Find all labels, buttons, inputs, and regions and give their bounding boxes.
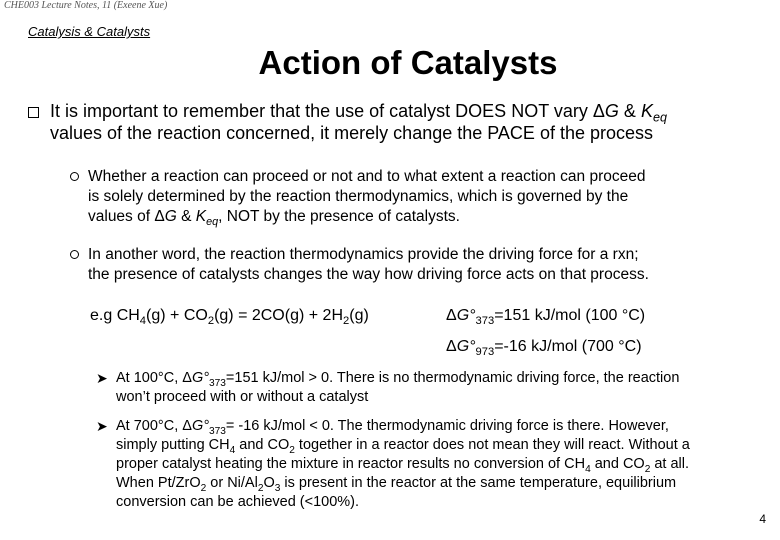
amp-text: & — [618, 101, 641, 121]
gibbs-symbol: G° — [456, 307, 476, 324]
header-note: CHE003 Lecture Notes, 11 (Exeene Xue) — [4, 0, 168, 11]
text: = -16 kJ/mol < 0. The thermodynamic driving force is there. However, — [225, 418, 669, 434]
value-text: =-16 kJ/mol (700 °C) — [494, 338, 642, 355]
arrow-point-2 — [116, 417, 766, 512]
sub-point-2 — [88, 245, 768, 285]
main-point — [50, 100, 770, 144]
delta-symbol: Δ — [446, 338, 457, 355]
sub-point-2-line2: the presence of catalysts changes the way how driving force acts on that process. — [88, 266, 649, 283]
arrow-point-2-line4 — [116, 474, 766, 493]
sub-point-2-line1: In another word, the reaction thermodynamics provide the driving force for a rxn; — [88, 246, 639, 263]
text: (g) + CO — [146, 307, 208, 324]
arrow-point-2-line3 — [116, 455, 766, 474]
circle-bullet-icon — [70, 250, 79, 259]
text: and CO — [590, 456, 645, 472]
delta-symbol: Δ — [446, 307, 457, 324]
page-number: 4 — [759, 512, 766, 526]
subscript: 3 — [274, 482, 281, 494]
text: (g) — [349, 307, 369, 324]
subscript: 373 — [209, 425, 226, 437]
text: values of — [88, 208, 155, 225]
gibbs-symbol: G — [604, 101, 619, 121]
k-subscript: eq — [652, 110, 667, 125]
gibbs-symbol: G° — [191, 418, 210, 434]
k-symbol: K — [195, 208, 207, 225]
text: or Ni/Al — [206, 475, 258, 491]
sub-point-1-line2: is solely determined by the reaction thermodynamics, which is governed by the — [88, 188, 629, 205]
gibbs-symbol: G — [164, 208, 177, 225]
arrow-point-1-line1 — [116, 369, 766, 388]
subscript: 2 — [200, 482, 207, 494]
subscript: 2 — [257, 482, 264, 494]
arrow-point-1-line2: won’t proceed with or without a catalyst — [116, 389, 369, 405]
k-symbol: K — [640, 101, 653, 121]
subscript: 973 — [475, 346, 495, 359]
value-text: =151 kJ/mol (100 °C) — [494, 307, 646, 324]
text: =151 kJ/mol > 0. There is no thermodynamic driving force, the reaction — [225, 370, 680, 386]
delta-symbol: Δ — [154, 208, 165, 225]
checkbox-bullet-icon — [28, 107, 39, 118]
example-reaction — [90, 306, 369, 326]
k-subscript: eq — [206, 216, 219, 229]
arrow-bullet-icon: ➤ — [96, 418, 108, 434]
delta-symbol: Δ — [182, 418, 192, 434]
delta-symbol: Δ — [182, 370, 192, 386]
amp-text: & — [176, 208, 196, 225]
subscript: 4 — [229, 444, 236, 456]
text: , NOT by the presence of catalysts. — [218, 208, 460, 225]
subscript: 373 — [475, 315, 495, 328]
gibbs-373 — [446, 306, 645, 326]
text: together in a reactor does not mean they will react. Without a — [294, 437, 690, 453]
text: simply putting CH — [116, 437, 230, 453]
text: e.g CH — [90, 307, 140, 324]
arrow-point-2-line5: conversion can be achieved (<100%). — [116, 494, 360, 510]
subscript: 2 — [289, 444, 295, 456]
text: When Pt/ZrO — [116, 475, 201, 491]
sub-point-1-line3 — [88, 207, 768, 227]
arrow-point-2-line1 — [116, 417, 766, 436]
text: At 100°C, — [116, 370, 183, 386]
page-title: Action of Catalysts — [258, 44, 558, 81]
sub-point-1-line1: Whether a reaction can proceed or not and to what extent a reaction can proceed — [88, 168, 646, 185]
main-point-text: It is important to remember that the use of catalyst DOES NOT vary — [50, 101, 593, 121]
gibbs-973 — [446, 337, 642, 357]
text: (g) = 2CO(g) + 2H — [214, 307, 343, 324]
arrow-point-2-line2 — [116, 436, 766, 455]
subscript: 4 — [139, 315, 147, 328]
text: is present in the reactor at the same temperature, equilibrium — [280, 475, 677, 491]
text: At 700°C, — [116, 418, 183, 434]
text: and CO — [235, 437, 290, 453]
subscript: 2 — [207, 315, 215, 328]
main-point-line1 — [50, 100, 770, 125]
circle-bullet-icon — [70, 172, 79, 181]
gibbs-symbol: G° — [191, 370, 210, 386]
text: proper catalyst heating the mixture in reactor results no conversion of CH — [116, 456, 586, 472]
arrow-bullet-icon: ➤ — [96, 370, 108, 386]
subscript: 4 — [585, 463, 591, 475]
sub-point-1 — [88, 167, 768, 227]
subscript: 373 — [209, 377, 226, 389]
gibbs-symbol: G° — [456, 338, 476, 355]
subscript: 2 — [644, 463, 651, 475]
arrow-point-1 — [116, 369, 766, 407]
text: O — [263, 475, 275, 491]
delta-symbol: Δ — [592, 101, 605, 121]
subscript: 2 — [343, 315, 350, 328]
text: at all. — [650, 456, 690, 472]
main-point-line2: values of the reaction concerned, it merely change the PACE of the process — [50, 123, 653, 143]
section-tag: Catalysis & Catalysts — [28, 24, 151, 39]
